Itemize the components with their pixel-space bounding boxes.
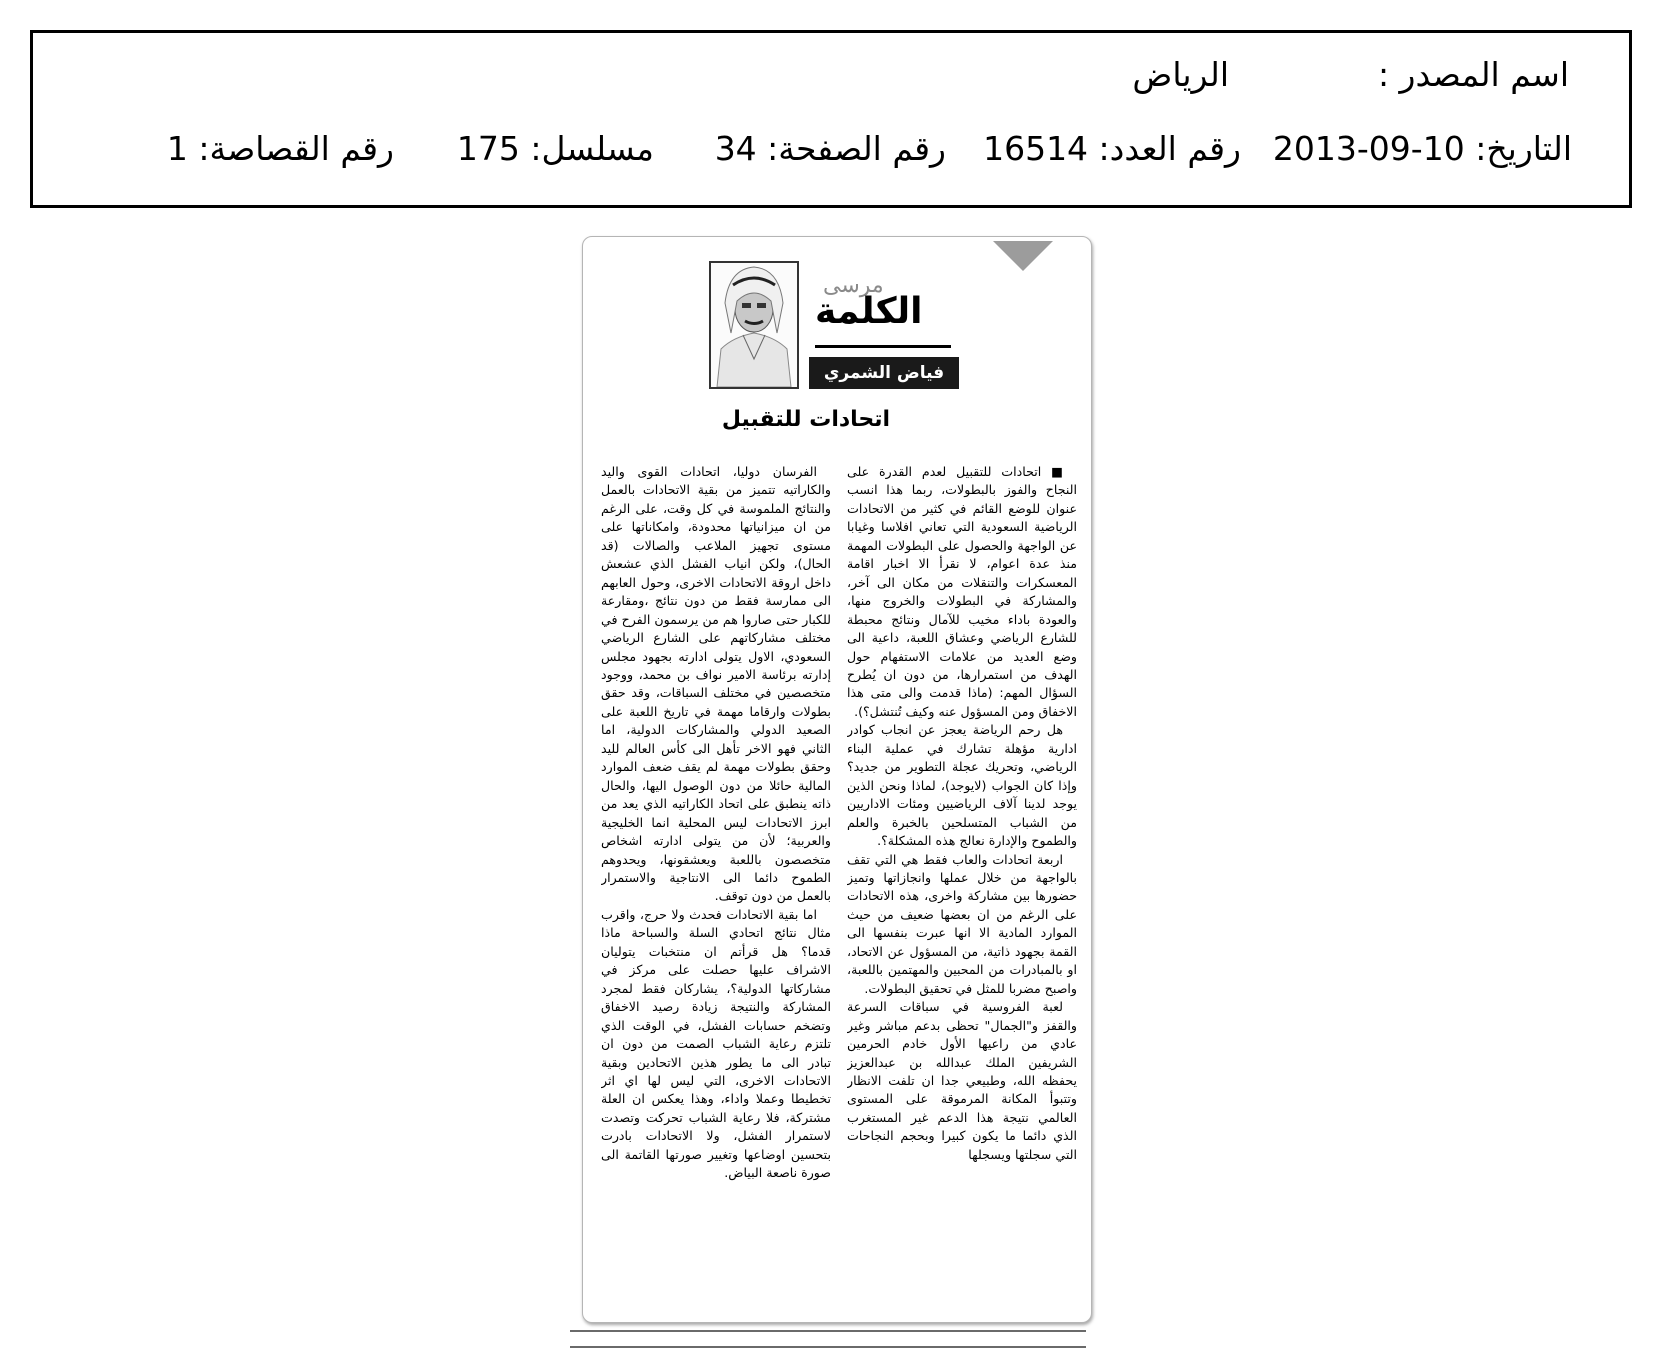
corner-triangle-icon — [993, 241, 1053, 271]
page-number: رقم الصفحة: 34 — [714, 129, 946, 168]
clip-number: رقم القصاصة: 1 — [166, 129, 394, 168]
date-field: التاريخ: 10-09-2013 — [1272, 129, 1572, 168]
newspaper-clipping — [582, 236, 1092, 1323]
author-photo-icon — [711, 263, 797, 387]
paragraph: الفرسان دوليا، اتحادات القوى واليد والكاراتيه تتميز من بقية الاتحادات بالعمل والنتائج الملموسة في كل وقت، على الرغم من ان ميزانياتها محدودة، وامكاناتها على مستوى تجهيز الملاعب والصالات (قد الحال)، ولكن انياب الفشل الذي عشعش داخل اروقة الاتحادات الاخرى، وحول العابهم الى ممارسة فقط من دون نتائج ،ومقارعة للكبار حتى صاروا هم من يرسمون الفرح في مختلف مشاركاتهم على الشارع الرياضي السعودي، الاول يتولى ادارته بجهود مجلس إدارته برئاسة الامير نواف بن محمد، ووجود متخصصين في مختلف السباقات، وقد حقق بطولات وارقاما مهمة في تاريخ اللعبة على الصعيد الدولي والمشاركات الدولية، اما الثاني فهو الاخر تأهل الى كأس العالم لليد وحقق بطولات مهمة لم يقف ضعف الموارد المالية حائلا من دون الوصول اليها، والحال ذاته ينطبق على اتحاد الكاراتيه الذي يعد من ابرز الاتحادات ليس المحلية انما الخليجية والعربية؛ لأن من يتولى ادارته اشخاص متخصصون باللعبة ويعشقونها، ويحدوهم الطموح دائما الى الانتاجية والاستمرار بالعمل من دون توقف. — [601, 464, 831, 904]
paragraph: ■ اتحادات للتقبيل لعدم القدرة على النجاح والفوز بالبطولات، ربما هذا انسب عنوان للوضع القائم في كثير من الاتحادات الرياضية السعودية التي تعاني افلاسا وغيابا عن الواجهة والحصول على البطولات المهمة منذ عدة اعوام، لا نقرأ الا اخبار اقامة المعسكرات والتنقلات من مكان الى آخر، والمشاركة في البطولات والخروج منها، والعودة باداء مخيب للآمال ونتائج محبطة للشارع الرياضي وعشاق اللعبة، داعية الى وضع العديد من علامات الاستفهام حول الهدف من استمرارها، من دون ان يُطرح السؤال المهم: (ماذا قدمت والى متى هذا الاخفاق ومن المسؤول عنه وكيف تُنتشل؟). — [847, 464, 1077, 719]
author-name: فياض الشمري — [809, 357, 959, 389]
article-column-left — [601, 463, 831, 1291]
paragraph: هل رحم الرياضة يعجز عن انجاب كوادر ادارية مؤهلة تشارك في عملية البناء الرياضي، وتحريك عجلة التطوير من جديد؟ وإذا كان الجواب (لايوجد)، لماذا ونحن الذين يوجد لدينا آلاف الرياضيين ومئات الاداريين من الشباب المتسلحين بالخبرة والعلم والطموح والإدارة نعالج هذه المشكلة؟. — [847, 722, 1077, 849]
article-column-right — [847, 463, 1077, 1291]
divider — [570, 1330, 1086, 1332]
issue-number: رقم العدد: 16514 — [983, 129, 1241, 168]
logo-divider — [815, 345, 951, 348]
paragraph: اربعة اتحادات والعاب فقط هي التي تقف بالواجهة من خلال عملها وانجازاتها وتميز حضورها بين مشاركة واخرى، هذه الاتحادات على الرغم من ان بعضها ضعيف من حيث الموارد المادية الا انها عبرت بنفسها الى القمة بجهود ذاتية، من المسؤول عن الاتحاد، او بالمبادرات من المحبين والمهتمين باللعبة، واصبح مضربا للمثل في تحقيق البطولات. — [847, 851, 1077, 996]
source-label: اسم المصدر : — [1377, 55, 1569, 94]
serial-number: مسلسل: 175 — [456, 129, 654, 168]
column-logo: الكلمة — [815, 291, 923, 332]
paragraph: لعبة الفروسية في سباقات السرعة والقفز و"الجمال" تحظى بدعم مباشر وغير عادي من راعيها الأول خادم الحرمين الشريفين الملك عبدالله بن عبدالعزيز يحفظه الله، وطبيعي جدا ان تلفت الانظار وتتبوأ المكانة المرموقة على المستوى العالمي نتيجة هذا الدعم غير المستغرب الذي دائما ما يكون كبيرا وبحجم النجاحات التي سجلتها ويسجلها — [847, 999, 1077, 1162]
article-title: اتحادات للتقبيل — [721, 407, 891, 432]
author-photo — [709, 261, 799, 389]
source-value: الرياض — [1132, 55, 1229, 94]
divider — [570, 1346, 1086, 1348]
paragraph: اما بقية الاتحادات فحدث ولا حرج، واقرب مثال نتائج اتحادي السلة والسباحة ماذا قدما؟ هل قرأتم ان منتخبات يتوليان الاشراف عليها حصلت على مركز في مشاركاتها الدولية؟، يشاركان فقط لمجرد المشاركة والنتيجة زيادة رصيد الاخفاق وتضخم حسابات الفشل، في الوقت الذي تلتزم رعاية الشباب الصمت من دون ان تبادر الى ما يطور هذين الاتحادين وبقية الاتحادات الاخرى، التي ليس لها اي اثر تخطيطا وعملا واداء، وهذا يعكس ان العلة مشتركة، فلا رعاية الشباب تحركت وتصدت لاستمرار الفشل، ولا الاتحادات بادرت بتحسين اوضاعها وتغيير صورتها القاتمة الى صورة ناصعة البياض. — [601, 906, 831, 1181]
column-logo-small: مرسى — [823, 273, 884, 298]
source-info-box — [30, 30, 1632, 208]
